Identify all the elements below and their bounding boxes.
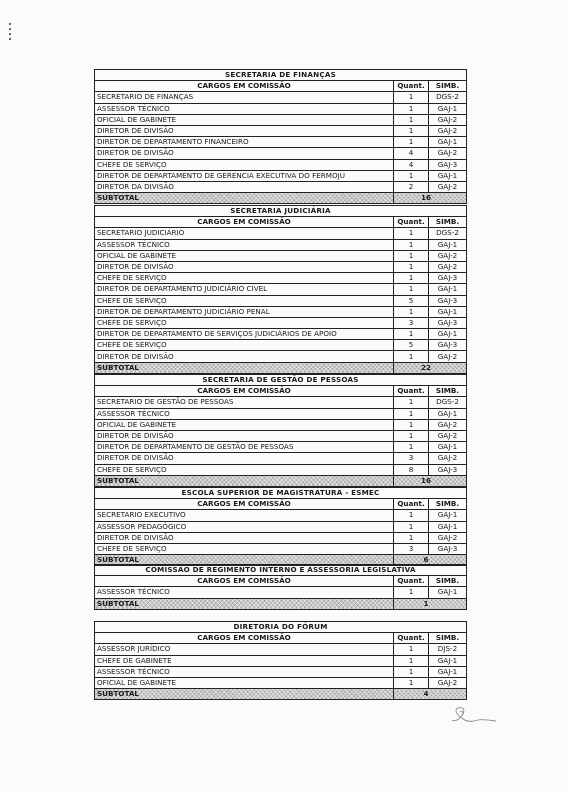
simb-cell: GAJ-1	[429, 284, 467, 295]
cargo-cell: DIRETOR DE DIVISÃO	[95, 261, 394, 272]
cargo-cell: CHEFE DE SERVIÇO	[95, 273, 394, 284]
table-row	[95, 430, 467, 441]
column-header-quant: Quant.	[394, 499, 429, 510]
quant-cell: 1	[394, 261, 429, 272]
table-row	[95, 587, 467, 598]
quant-cell: 1	[394, 273, 429, 284]
quant-cell: 1	[394, 510, 429, 521]
cargo-cell: DIRETOR DE DEPARTAMENTO JUDICIÁRIO CÍVEL	[95, 284, 394, 295]
quant-cell: 3	[394, 543, 429, 554]
subtotal-value: 4	[394, 689, 467, 700]
subtotal-label: SUBTOTAL	[95, 598, 394, 609]
quant-cell: 2	[394, 181, 429, 192]
simb-cell: GAJ-2	[429, 250, 467, 261]
simb-cell: GAJ-3	[429, 295, 467, 306]
quant-cell: 1	[394, 666, 429, 677]
quant-cell: 1	[394, 114, 429, 125]
subtotal-value: 16	[394, 475, 467, 486]
table-row	[95, 510, 467, 521]
subtotal-row	[95, 193, 467, 204]
table-row	[95, 655, 467, 666]
table-row	[95, 114, 467, 125]
quant-cell: 1	[394, 351, 429, 362]
simb-cell: GAJ-2	[429, 148, 467, 159]
quant-cell: 3	[394, 317, 429, 328]
quant-cell: 5	[394, 340, 429, 351]
quant-cell: 1	[394, 284, 429, 295]
section-title: SECRETARIA DE GESTÃO DE PESSOAS	[95, 375, 467, 386]
cargo-cell: DIRETOR DE DEPARTAMENTO JUDICIÁRIO PENAL	[95, 306, 394, 317]
cargo-cell: DIRETOR DE DIVISÃO	[95, 430, 394, 441]
cargo-cell: DIRETOR DE DEPARTAMENTO DE GESTÃO DE PESSOAS	[95, 442, 394, 453]
table-secretaria-judiciaria	[94, 205, 467, 374]
table-row	[95, 125, 467, 136]
simb-cell: GAJ-1	[429, 170, 467, 181]
cargo-cell: ASSESSOR TÉCNICO	[95, 587, 394, 598]
table-row	[95, 419, 467, 430]
simb-cell: DGS-2	[429, 228, 467, 239]
column-header-cargos: CARGOS EM COMISSÃO	[95, 633, 394, 644]
simb-cell: GAJ-1	[429, 510, 467, 521]
table-row	[95, 543, 467, 554]
quant-cell: 1	[394, 228, 429, 239]
column-header-simb: SIMB.	[429, 499, 467, 510]
cargo-cell: DIRETOR DE DIVISÃO	[95, 148, 394, 159]
column-header-cargos: CARGOS EM COMISSÃO	[95, 576, 394, 587]
subtotal-row	[95, 689, 467, 700]
table-row	[95, 92, 467, 103]
cargo-cell: DIRETOR DE DIVISÃO	[95, 125, 394, 136]
subtotal-label: SUBTOTAL	[95, 555, 394, 566]
cargo-cell: DIRETOR DE DEPARTAMENTO DE GERENCIA EXECUTIVA DO FERMOJU	[95, 170, 394, 181]
cargo-cell: DIRETOR DA DIVISÃO	[95, 181, 394, 192]
table-row	[95, 532, 467, 543]
subtotal-row	[95, 598, 467, 609]
table-row	[95, 159, 467, 170]
section-title: SECRETARIA DE FINANÇAS	[95, 70, 467, 81]
cargo-cell: DIRETOR DE DEPARTAMENTO DE SERVIÇOS JUDICIÁRIOS DE APOIO	[95, 329, 394, 340]
simb-cell: DGS-2	[429, 92, 467, 103]
table-row	[95, 306, 467, 317]
column-header-simb: SIMB.	[429, 576, 467, 587]
quant-cell: 1	[394, 677, 429, 688]
cargo-cell: ASSESSOR TÉCNICO	[95, 666, 394, 677]
simb-cell: GAJ-1	[429, 655, 467, 666]
table-row	[95, 677, 467, 688]
section-title: DIRETORIA DO FÓRUM	[95, 622, 467, 633]
simb-cell: GAJ-1	[429, 587, 467, 598]
table-row	[95, 464, 467, 475]
column-header-simb: SIMB.	[429, 217, 467, 228]
quant-cell: 1	[394, 239, 429, 250]
quant-cell: 1	[394, 408, 429, 419]
table-esmec	[94, 487, 467, 566]
table-row	[95, 261, 467, 272]
cargo-cell: CHEFE DE SERVIÇO	[95, 340, 394, 351]
simb-cell: GAJ-3	[429, 159, 467, 170]
quant-cell: 1	[394, 92, 429, 103]
column-header-cargos: CARGOS EM COMISSÃO	[95, 81, 394, 92]
cargo-cell: ASSESSOR TÉCNICO	[95, 408, 394, 419]
column-header-quant: Quant.	[394, 217, 429, 228]
simb-cell: GAJ-1	[429, 329, 467, 340]
column-header-cargos: CARGOS EM COMISSÃO	[95, 499, 394, 510]
simb-cell: GAJ-3	[429, 543, 467, 554]
cargo-cell: CHEFE DE GABINETE	[95, 655, 394, 666]
simb-cell: DJS-2	[429, 644, 467, 655]
section-title: COMISSÃO DE REGIMENTO INTERNO E ASSESSORIA LEGISLATIVA	[95, 565, 467, 576]
cargo-cell: SECRETARIO DE GESTÃO DE PESSOAS	[95, 397, 394, 408]
quant-cell: 1	[394, 430, 429, 441]
column-header-simb: SIMB.	[429, 386, 467, 397]
cargo-cell: DIRETOR DE DIVISÃO	[95, 453, 394, 464]
simb-cell: GAJ-2	[429, 261, 467, 272]
cargo-cell: SECRETARIO JUDICIÁRIO	[95, 228, 394, 239]
table-row	[95, 103, 467, 114]
subtotal-value: 6	[394, 555, 467, 566]
simb-cell: GAJ-2	[429, 430, 467, 441]
quant-cell: 5	[394, 295, 429, 306]
table-row	[95, 273, 467, 284]
column-header-cargos: CARGOS EM COMISSÃO	[95, 217, 394, 228]
cargo-cell: OFICIAL DE GABINETE	[95, 419, 394, 430]
column-header-quant: Quant.	[394, 81, 429, 92]
quant-cell: 1	[394, 655, 429, 666]
quant-cell: 1	[394, 170, 429, 181]
simb-cell: GAJ-2	[429, 677, 467, 688]
cargo-cell: ASSESSOR TÉCNICO	[95, 103, 394, 114]
quant-cell: 1	[394, 125, 429, 136]
subtotal-value: 1	[394, 598, 467, 609]
table-row	[95, 408, 467, 419]
subtotal-value: 16	[394, 193, 467, 204]
cargo-cell: CHEFE DE SERVIÇO	[95, 464, 394, 475]
simb-cell: DGS-2	[429, 397, 467, 408]
table-row	[95, 137, 467, 148]
simb-cell: GAJ-3	[429, 464, 467, 475]
simb-cell: GAJ-3	[429, 340, 467, 351]
table-row	[95, 453, 467, 464]
cargo-cell: DIRETOR DE DIVISÃO	[95, 351, 394, 362]
table-diretoria-forum	[94, 621, 467, 700]
simb-cell: GAJ-2	[429, 114, 467, 125]
table-row	[95, 284, 467, 295]
cargo-cell: OFICIAL DE GABINETE	[95, 114, 394, 125]
column-header-simb: SIMB.	[429, 633, 467, 644]
simb-cell: GAJ-1	[429, 408, 467, 419]
simb-cell: GAJ-3	[429, 317, 467, 328]
table-row	[95, 329, 467, 340]
simb-cell: GAJ-2	[429, 453, 467, 464]
simb-cell: GAJ-1	[429, 137, 467, 148]
table-row	[95, 351, 467, 362]
column-header-quant: Quant.	[394, 386, 429, 397]
subtotal-label: SUBTOTAL	[95, 475, 394, 486]
simb-cell: GAJ-2	[429, 125, 467, 136]
simb-cell: GAJ-2	[429, 351, 467, 362]
column-header-cargos: CARGOS EM COMISSÃO	[95, 386, 394, 397]
subtotal-label: SUBTOTAL	[95, 689, 394, 700]
quant-cell: 4	[394, 159, 429, 170]
quant-cell: 1	[394, 419, 429, 430]
subtotal-label: SUBTOTAL	[95, 193, 394, 204]
table-row	[95, 666, 467, 677]
cargo-cell: ASSESSOR PEDAGÓGICO	[95, 521, 394, 532]
column-header-quant: Quant.	[394, 633, 429, 644]
simb-cell: GAJ-2	[429, 419, 467, 430]
cargo-cell: SECRETARIO EXECUTIVO	[95, 510, 394, 521]
quant-cell: 1	[394, 442, 429, 453]
quant-cell: 1	[394, 644, 429, 655]
table-secretaria-gestao-pessoas	[94, 374, 467, 487]
quant-cell: 1	[394, 397, 429, 408]
cargo-cell: SECRETARIO DE FINANÇAS	[95, 92, 394, 103]
simb-cell: GAJ-3	[429, 273, 467, 284]
table-secretaria-financas	[94, 69, 467, 204]
subtotal-row	[95, 475, 467, 486]
subtotal-value: 22	[394, 362, 467, 373]
scan-mark	[3, 20, 17, 60]
simb-cell: GAJ-1	[429, 521, 467, 532]
cargo-cell: OFICIAL DE GABINETE	[95, 677, 394, 688]
table-row	[95, 250, 467, 261]
simb-cell: GAJ-2	[429, 181, 467, 192]
quant-cell: 1	[394, 532, 429, 543]
table-row	[95, 295, 467, 306]
simb-cell: GAJ-1	[429, 239, 467, 250]
cargo-cell: OFICIAL DE GABINETE	[95, 250, 394, 261]
cargo-cell: CHEFE DE SERVIÇO	[95, 295, 394, 306]
cargo-cell: CHEFE DE SERVIÇO	[95, 543, 394, 554]
handwritten-signature	[448, 700, 508, 730]
simb-cell: GAJ-1	[429, 103, 467, 114]
simb-cell: GAJ-1	[429, 442, 467, 453]
cargo-cell: ASSESSOR JURÍDICO	[95, 644, 394, 655]
cargo-cell: DIRETOR DE DEPARTAMENTO FINANCEIRO	[95, 137, 394, 148]
quant-cell: 1	[394, 587, 429, 598]
quant-cell: 1	[394, 521, 429, 532]
table-row	[95, 181, 467, 192]
quant-cell: 1	[394, 137, 429, 148]
table-comissao-regimento	[94, 564, 467, 610]
table-row	[95, 317, 467, 328]
cargo-cell: ASSESSOR TÉCNICO	[95, 239, 394, 250]
table-row	[95, 340, 467, 351]
cargo-cell: CHEFE DE SERVIÇO	[95, 317, 394, 328]
quant-cell: 8	[394, 464, 429, 475]
simb-cell: GAJ-1	[429, 306, 467, 317]
cargo-cell: DIRETOR DE DIVISÃO	[95, 532, 394, 543]
cargo-cell: CHEFE DE SERVIÇO	[95, 159, 394, 170]
quant-cell: 1	[394, 306, 429, 317]
table-row	[95, 228, 467, 239]
quant-cell: 3	[394, 453, 429, 464]
quant-cell: 4	[394, 148, 429, 159]
column-header-quant: Quant.	[394, 576, 429, 587]
section-title: ESCOLA SUPERIOR DE MAGISTRATURA - ESMEC	[95, 488, 467, 499]
quant-cell: 1	[394, 103, 429, 114]
table-row	[95, 521, 467, 532]
section-title: SECRETARIA JUDICIÁRIA	[95, 206, 467, 217]
quant-cell: 1	[394, 250, 429, 261]
subtotal-row	[95, 362, 467, 373]
column-header-simb: SIMB.	[429, 81, 467, 92]
table-row	[95, 239, 467, 250]
simb-cell: GAJ-2	[429, 532, 467, 543]
table-row	[95, 644, 467, 655]
table-row	[95, 442, 467, 453]
simb-cell: GAJ-1	[429, 666, 467, 677]
table-row	[95, 170, 467, 181]
table-row	[95, 148, 467, 159]
table-row	[95, 397, 467, 408]
subtotal-label: SUBTOTAL	[95, 362, 394, 373]
quant-cell: 1	[394, 329, 429, 340]
